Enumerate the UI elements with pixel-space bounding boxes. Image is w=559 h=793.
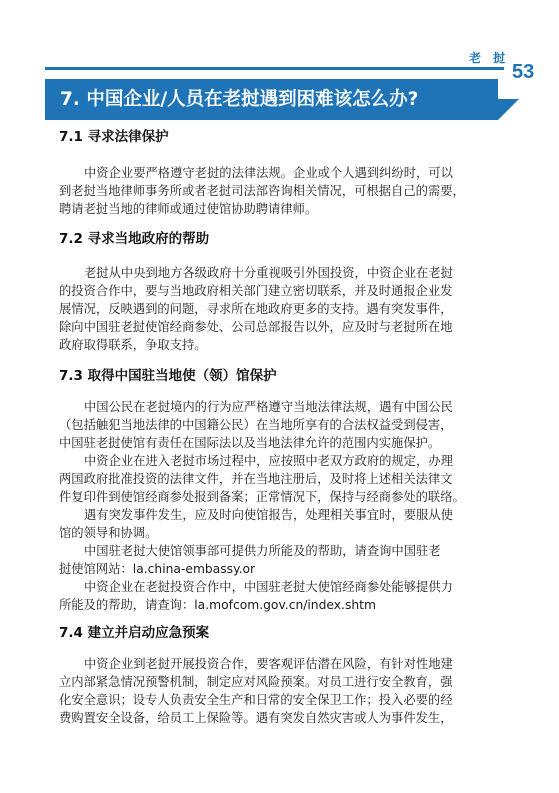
paragraph-line: 中资企业在进入老挝市场过程中，应按照中老双方政府的规定，办理 bbox=[84, 454, 453, 468]
paragraph-line: 老挝从中央到地方各级政府十分重视吸引外国投资，中资企业在老挝 bbox=[84, 266, 453, 280]
section-body-7-2 bbox=[59, 264, 500, 354]
paragraph-line: 化安全意识；设专人负责安全生产和日常的安全保卫工作；投入必要的经 bbox=[59, 693, 453, 707]
section-heading-7-1: 7.1 寻求法律保护 bbox=[59, 129, 169, 145]
chapter-title-bar: 7. 中国企业/人员在老挝遇到困难该怎么办? bbox=[45, 79, 498, 120]
paragraph-line: 馆的领导和协调。 bbox=[59, 526, 158, 540]
section-body-7-3 bbox=[59, 398, 500, 614]
section-body-7-4 bbox=[59, 655, 500, 727]
paragraph-line: 政府取得联系，争取支持。 bbox=[59, 338, 207, 352]
paragraph-line: 中资企业到老挝开展投资合作，要客观评估潜在风险，有针对性地建 bbox=[84, 657, 453, 671]
paragraph-line: 的投资合作中，要与当地政府相关部门建立密切联系，并及时通报企业发 bbox=[59, 284, 453, 298]
section-heading-7-4: 7.4 建立并启动应急预案 bbox=[59, 625, 210, 641]
paragraph-line: 立内部紧急情况预警机制，制定应对风险预案。对员工进行安全教育，强 bbox=[59, 675, 453, 689]
paragraph-line: 聘请老挝当地的律师或通过使馆协助聘请律师。 bbox=[59, 202, 318, 216]
paragraph-line: 遇有突发事件发生，应及时向使馆报告，处理相关事宜时，要服从使 bbox=[84, 508, 453, 522]
paragraph-line: 中国驻老挝使馆有责任在国际法以及当地法律允许的范围内实施保护。 bbox=[59, 436, 441, 450]
paragraph-line: 件复印件到使馆经商参处报到备案；正常情况下，保持与经商参处的联络。 bbox=[59, 490, 465, 504]
section-body-7-1 bbox=[59, 164, 500, 218]
paragraph-line: 中资企业在老挝投资合作中，中国驻老挝大使馆经商参处能够提供力 bbox=[84, 580, 453, 594]
header-rule bbox=[45, 67, 504, 70]
page-number: 53 bbox=[512, 61, 535, 83]
section-heading-7-2: 7.2 寻求当地政府的帮助 bbox=[59, 231, 210, 247]
section-heading-7-3: 7.3 取得中国驻当地使（领）馆保护 bbox=[59, 368, 277, 384]
paragraph-line: 中国驻老挝大使馆领事部可提供力所能及的帮助，请查询中国驻老 bbox=[84, 544, 441, 558]
chapter-title-bar-tail bbox=[498, 99, 519, 120]
paragraph-line: 除向中国驻老挝使馆经商参处、公司总部报告以外，应及时与老挝所在地 bbox=[59, 320, 453, 334]
paragraph-line: 展情况，反映遇到的问题，寻求所在地政府更多的支持。遇有突发事件， bbox=[59, 302, 453, 316]
paragraph-line: 中资企业要严格遵守老挝的法律法规。企业或个人遇到纠纷时，可以 bbox=[84, 166, 453, 180]
paragraph-line: 挝使馆网站：la.china-embassy.or bbox=[59, 562, 256, 576]
page-header-label: 老 挝 bbox=[469, 51, 510, 65]
paragraph-line: 所能及的帮助，请查询：la.mofcom.gov.cn/index.shtm bbox=[59, 598, 376, 612]
paragraph-line: 费购置安全设备，给员工上保险等。遇有突发自然灾害或人为事件发生， bbox=[59, 711, 453, 725]
paragraph-line: （包括触犯当地法律的中国籍公民）在当地所享有的合法权益受到侵害， bbox=[59, 418, 453, 432]
paragraph-line: 两国政府批准投资的法律文件，并在当地注册后，及时将上述相关法律文 bbox=[59, 472, 453, 486]
paragraph-line: 到老挝当地律师事务所或者老挝司法部咨询相关情况，可根据自己的需要， bbox=[59, 184, 465, 198]
paragraph-line: 中国公民在老挝境内的行为应严格遵守当地法律法规，遇有中国公民 bbox=[84, 400, 453, 414]
